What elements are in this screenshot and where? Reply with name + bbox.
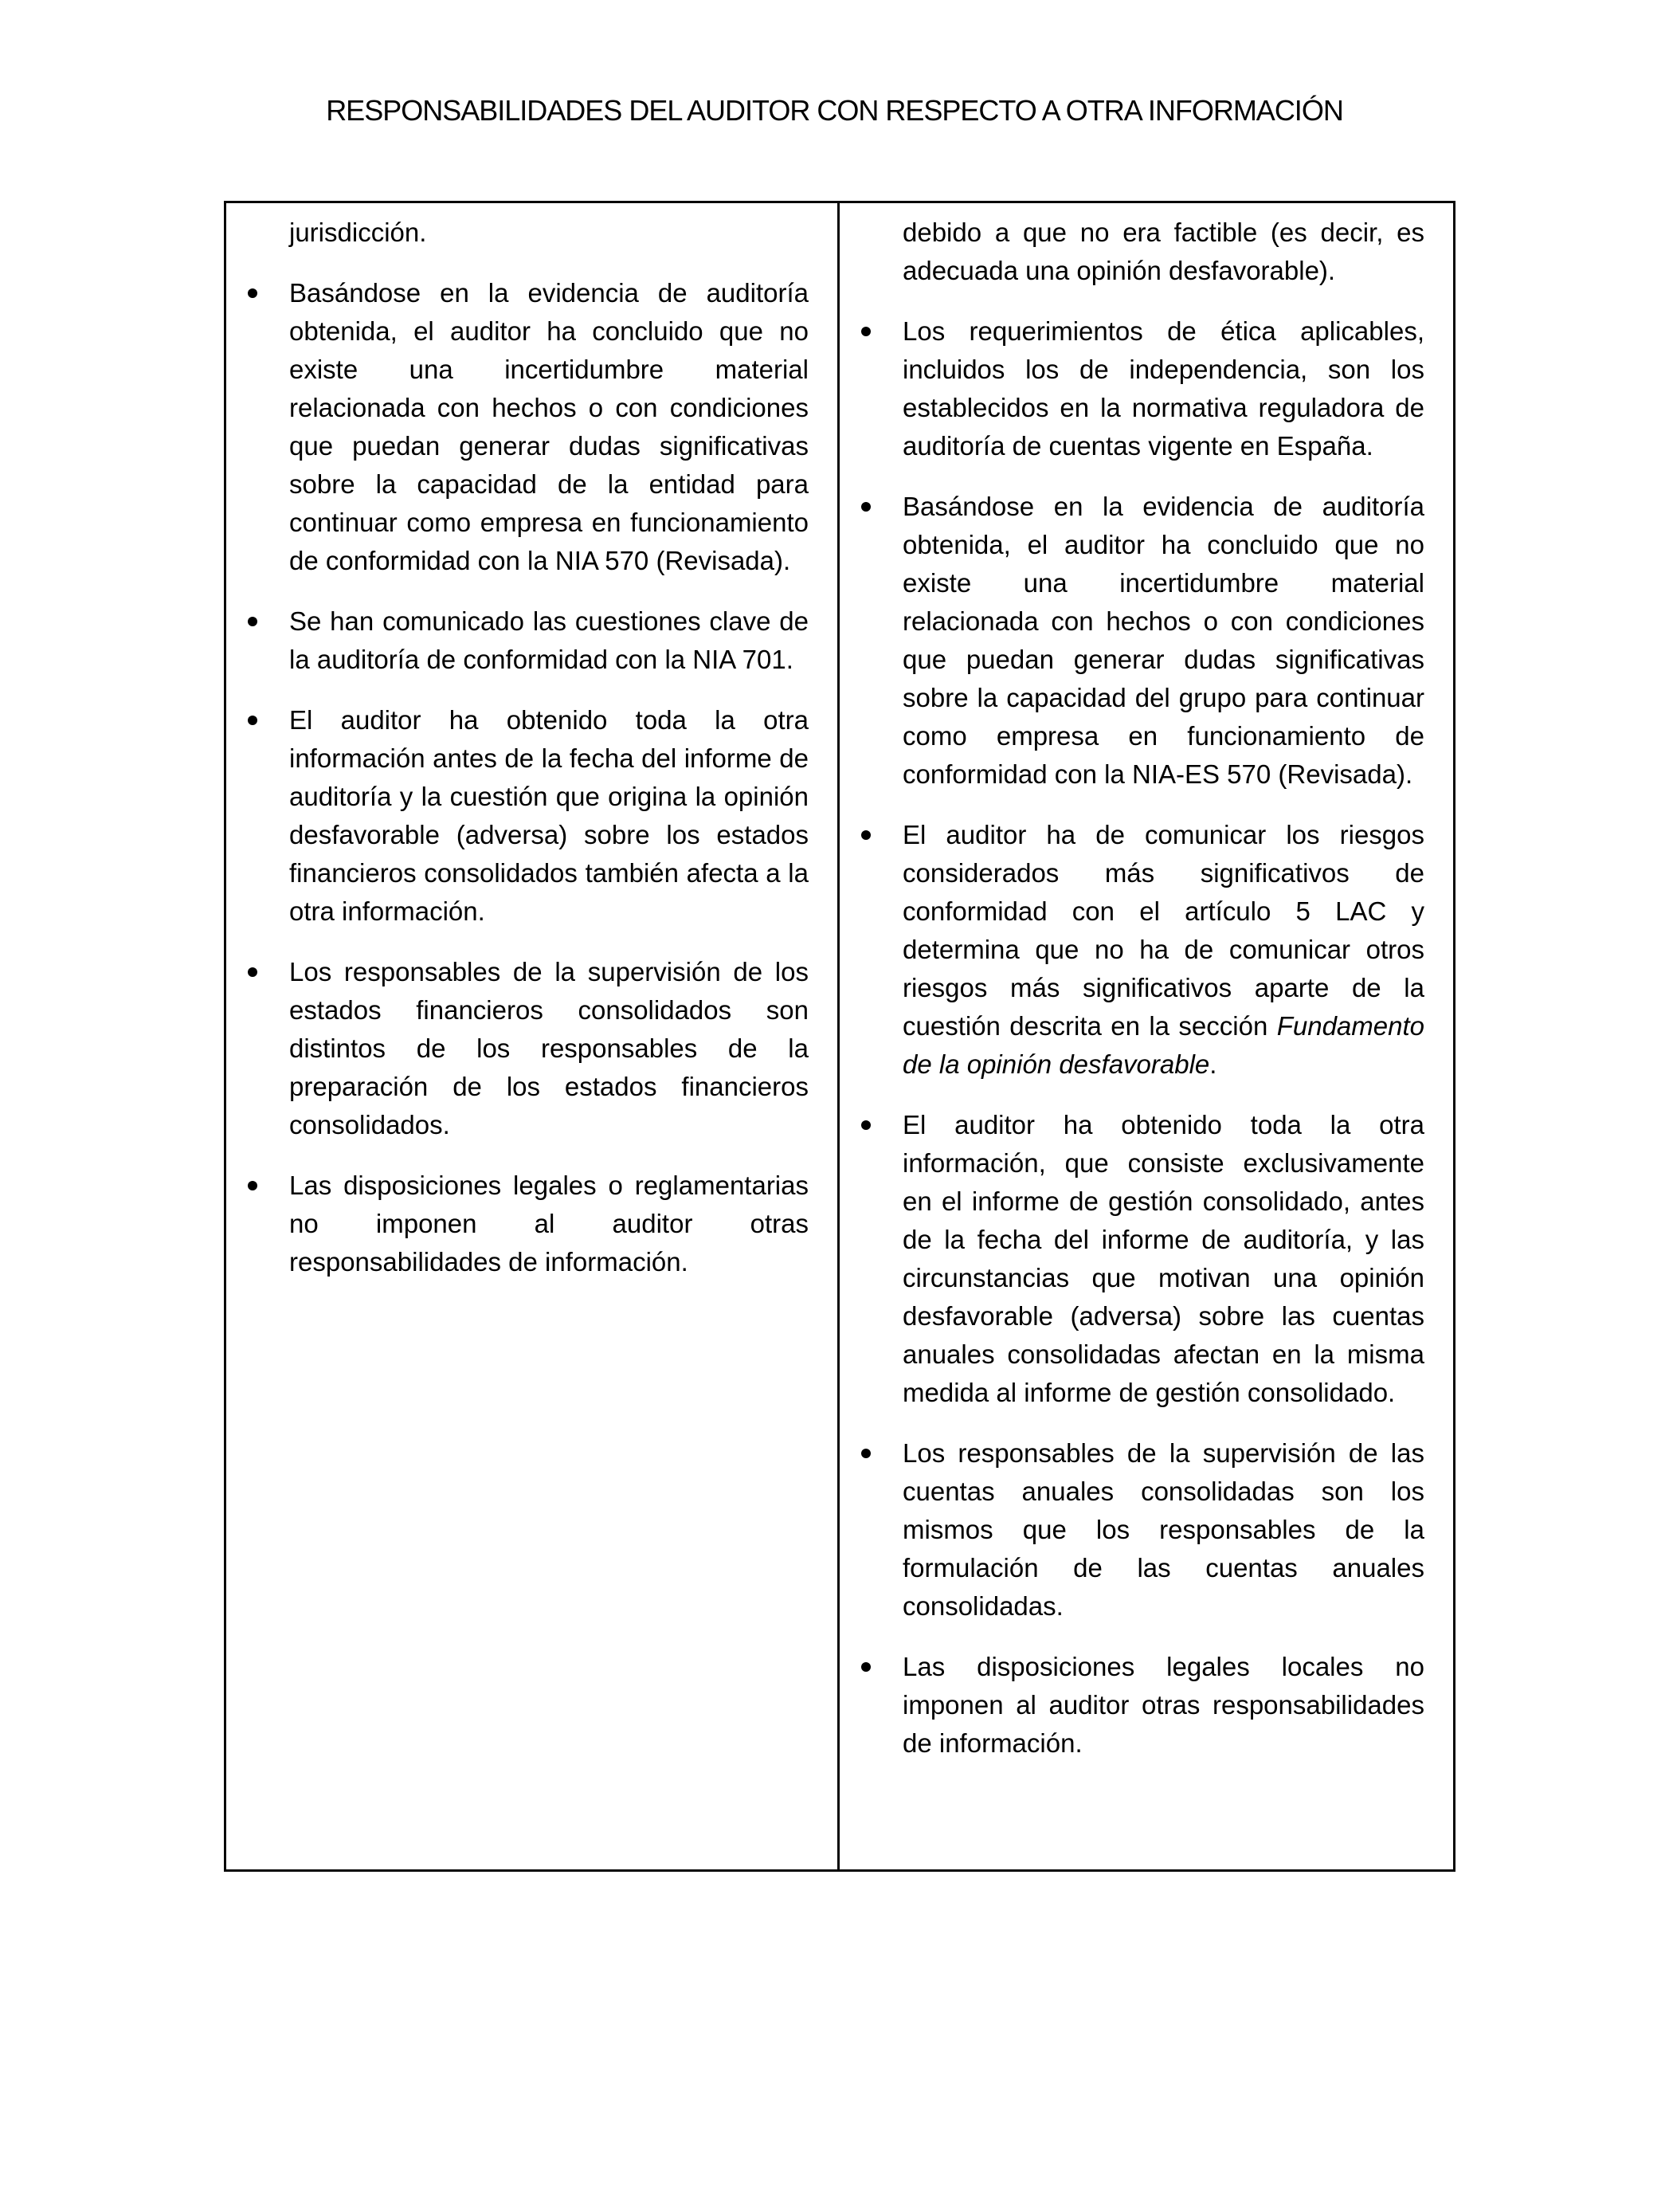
bullet-text-tail: . (1209, 1049, 1217, 1079)
bullet-icon (861, 502, 871, 512)
bullet-icon (248, 288, 257, 298)
bullet-text: Los responsables de la supervisión de los estados financieros consolidados son distintos de los responsables de la preparación de los estados financieros consolidados. (289, 957, 809, 1139)
continuation-paragraph: debido a que no era factible (es decir, es adecuada una opinión desfavorable). (903, 218, 1424, 285)
list-item (289, 1167, 809, 1281)
bullet-icon (248, 967, 257, 977)
bullet-icon (861, 1120, 871, 1130)
bullet-text: Los requerimientos de ética aplicables, incluidos los de independencia, son los establecidos en la normativa reguladora de auditoría de cuentas vigente en España. (903, 316, 1424, 461)
bullet-text: Basándose en la evidencia de auditoría obtenida, el auditor ha concluido que no existe una incertidumbre material relacionada con hechos o con condiciones que puedan generar dudas significativas sobre la capacidad del grupo para continuar como empresa en funcionamiento de conformidad con la NIA-ES 570 (Revisada). (903, 492, 1424, 789)
list-item (903, 488, 1424, 794)
two-column-table (224, 201, 1455, 1872)
list-item (903, 816, 1424, 1084)
list-item (903, 1434, 1424, 1626)
bullet-icon (861, 1662, 871, 1672)
bullet-icon (861, 830, 871, 840)
bullet-text: El auditor ha de comunicar los riesgos considerados más significativos de conformidad con el artículo 5 LAC y determina que no ha de comunicar otros riesgos más significativos aparte de la cuestión descrita en la sección (903, 820, 1424, 1041)
bullet-icon (248, 1181, 257, 1190)
list-item (289, 602, 809, 679)
bullet-text: Los responsables de la supervisión de las cuentas anuales consolidadas son los mismos que los responsables de la formulación de las cuentas anuales consolidadas. (903, 1438, 1424, 1621)
continuation-paragraph: jurisdicción. (289, 218, 427, 247)
list-item (903, 1648, 1424, 1763)
bullet-text: El auditor ha obtenido toda la otra información antes de la fecha del informe de auditoría y la cuestión que origina la opinión desfavorable (adversa) sobre los estados financieros consolidados también afecta a la otra información. (289, 705, 809, 926)
list-item (289, 953, 809, 1144)
list-item (903, 1106, 1424, 1412)
bullet-icon (248, 617, 257, 626)
bullet-text: Las disposiciones legales locales no imponen al auditor otras responsabilidades de información. (903, 1652, 1424, 1758)
bullet-text: Las disposiciones legales o reglamentarias no imponen al auditor otras responsabilidades de información. (289, 1171, 809, 1277)
bullet-icon (861, 1449, 871, 1458)
bullet-icon (861, 327, 871, 336)
list-item (903, 312, 1424, 465)
list-item (289, 274, 809, 580)
bullet-text: El auditor ha obtenido toda la otra información, que consiste exclusivamente en el informe de gestión consolidado, antes de la fecha del informe de auditoría, y las circunstancias que motivan una opinión desfavorable (adversa) sobre las cuentas anuales consolidadas afectan en la misma medida al informe de gestión consolidado. (903, 1110, 1424, 1407)
bullet-text: Basándose en la evidencia de auditoría obtenida, el auditor ha concluido que no existe una incertidumbre material relacionada con hechos o con condiciones que puedan generar dudas significativas sobre la capacidad de la entidad para continuar como empresa en funcionamiento de conformidad con la NIA 570 (Revisada). (289, 278, 809, 575)
page-title: RESPONSABILIDADES DEL AUDITOR CON RESPECTO A OTRA INFORMACIÓN (326, 94, 1343, 127)
table-cell-right (840, 203, 1453, 1869)
bullet-text: Se han comunicado las cuestiones clave de la auditoría de conformidad con la NIA 701. (289, 606, 809, 674)
table-cell-left (226, 203, 840, 1869)
bullet-text-italic: Fundamento de la opinión desfavorable (903, 1011, 1424, 1079)
bullet-icon (248, 716, 257, 725)
list-item (289, 701, 809, 931)
